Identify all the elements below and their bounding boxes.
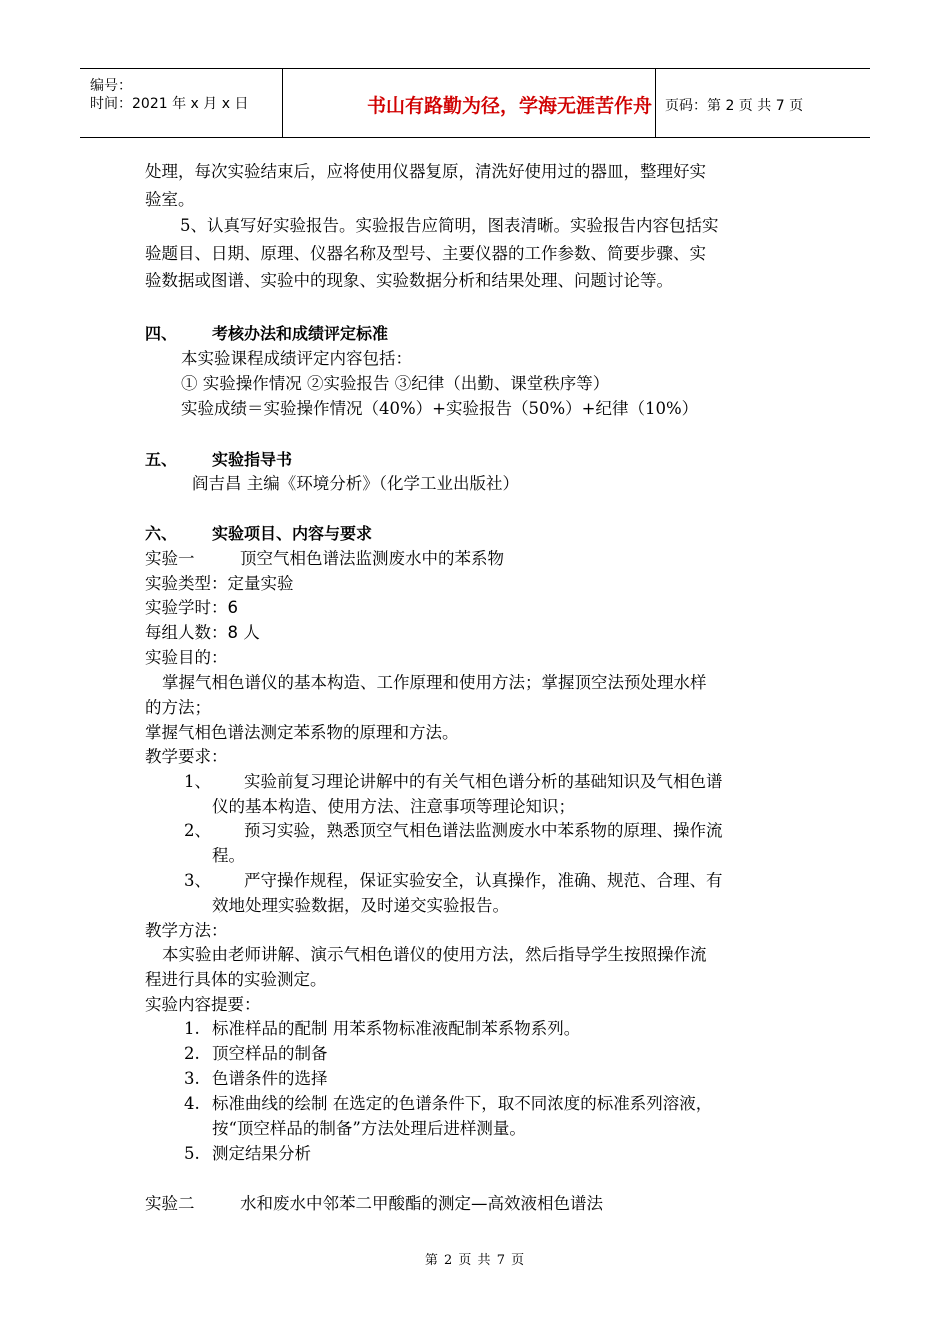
- time-label: 时间：2021 年 x 月 x 日: [90, 96, 249, 112]
- experiment-title: 水和废水中邻苯二甲酸酯的测定—高效液相色谱法: [240, 1194, 603, 1213]
- body-line: 掌握气相色谱法测定苯系物的原理和方法。: [145, 723, 459, 742]
- section-title: 实验项目、内容与要求: [212, 524, 373, 543]
- list-item: 测定结果分析: [212, 1144, 311, 1163]
- body-line: 阎吉昌 主编《环境分析》（化学工业出版社）: [192, 474, 519, 493]
- list-item: 顶空样品的制备: [212, 1044, 328, 1063]
- purpose-label: 实验目的：: [145, 648, 228, 667]
- section-number: 四、: [145, 324, 178, 343]
- experiment-group-size: 每组人数：8 人: [145, 623, 260, 642]
- header-motto: 书山有路勤为径，学海无涯苦作舟: [366, 95, 652, 117]
- experiment-type: 实验类型：定量实验: [145, 574, 294, 593]
- list-number: 4.: [184, 1094, 200, 1113]
- body-line: 验室。: [145, 190, 195, 209]
- list-number: 1、: [184, 772, 211, 791]
- content-label: 实验内容提要：: [145, 995, 261, 1014]
- experiment-label: 实验一: [145, 549, 195, 568]
- list-number: 3.: [184, 1069, 200, 1088]
- body-line: 验数据或图谱、实验中的现象、实验数据分析和结果处理、问题讨论等。: [145, 271, 673, 290]
- experiment-label: 实验二: [145, 1194, 195, 1213]
- section-number: 五、: [145, 450, 178, 469]
- page-header: [80, 68, 870, 138]
- list-item: 严守操作规程，保证实验安全，认真操作，准确、规范、合理、有: [244, 871, 723, 890]
- section-title: 实验指导书: [212, 450, 293, 469]
- list-item: 效地处理实验数据，及时递交实验报告。: [212, 896, 509, 915]
- body-line: 本实验课程成绩评定内容包括：: [181, 349, 412, 368]
- list-item: 按“顶空样品的制备”方法处理后进样测量。: [212, 1119, 526, 1138]
- header-page-info: 页码：第 2 页 共 7 页: [665, 98, 804, 114]
- experiment-hours: 实验学时：6: [145, 598, 238, 617]
- body-line: ① 实验操作情况 ②实验报告 ③纪律（出勤、课堂秩序等）: [181, 374, 610, 393]
- number-label: 编号：: [90, 78, 132, 94]
- body-line: 本实验由老师讲解、演示气相色谱仪的使用方法，然后指导学生按照操作流: [162, 945, 707, 964]
- list-item: 实验前复习理论讲解中的有关气相色谱分析的基础知识及气相色谱: [244, 772, 723, 791]
- section-number: 六、: [145, 524, 178, 543]
- body-line: 验题目、日期、原理、仪器名称及型号、主要仪器的工作参数、简要步骤、实: [145, 244, 706, 263]
- body-line: 程进行具体的实验测定。: [145, 970, 327, 989]
- section-title: 考核办法和成绩评定标准: [212, 324, 389, 343]
- body-line: 实验成绩＝实验操作情况（40%）+实验报告（50%）+纪律（10%）: [181, 399, 699, 418]
- header-meta: [80, 69, 282, 137]
- experiment-title: 顶空气相色谱法监测废水中的苯系物: [240, 549, 504, 568]
- list-number: 5.: [184, 1144, 200, 1163]
- requirements-label: 教学要求：: [145, 747, 228, 766]
- body-line: 掌握气相色谱仪的基本构造、工作原理和使用方法；掌握顶空法预处理水样: [162, 673, 707, 692]
- body-line: 处理，每次实验结束后，应将使用仪器复原，清洗好使用过的器皿，整理好实: [145, 162, 706, 181]
- list-item: 预习实验，熟悉顶空气相色谱法监测废水中苯系物的原理、操作流: [244, 821, 723, 840]
- list-item: 色谱条件的选择: [212, 1069, 328, 1088]
- body-line: 5、认真写好实验报告。实验报告应简明，图表清晰。实验报告内容包括实: [180, 216, 719, 235]
- header-divider: [655, 69, 656, 137]
- page-footer: 第 2 页 共 7 页: [424, 1253, 526, 1268]
- list-item: 标准样品的配制 用苯系物标准液配制苯系物系列。: [212, 1019, 581, 1038]
- list-number: 2.: [184, 1044, 200, 1063]
- list-item: 标准曲线的绘制 在选定的色谱条件下，取不同浓度的标准系列溶液，: [212, 1094, 713, 1113]
- list-number: 1.: [184, 1019, 200, 1038]
- body-line: 的方法；: [145, 698, 211, 717]
- method-label: 教学方法：: [145, 921, 228, 940]
- list-number: 3、: [184, 871, 211, 890]
- list-item: 程。: [212, 846, 245, 865]
- list-number: 2、: [184, 821, 211, 840]
- list-item: 仪的基本构造、使用方法、注意事项等理论知识；: [212, 797, 575, 816]
